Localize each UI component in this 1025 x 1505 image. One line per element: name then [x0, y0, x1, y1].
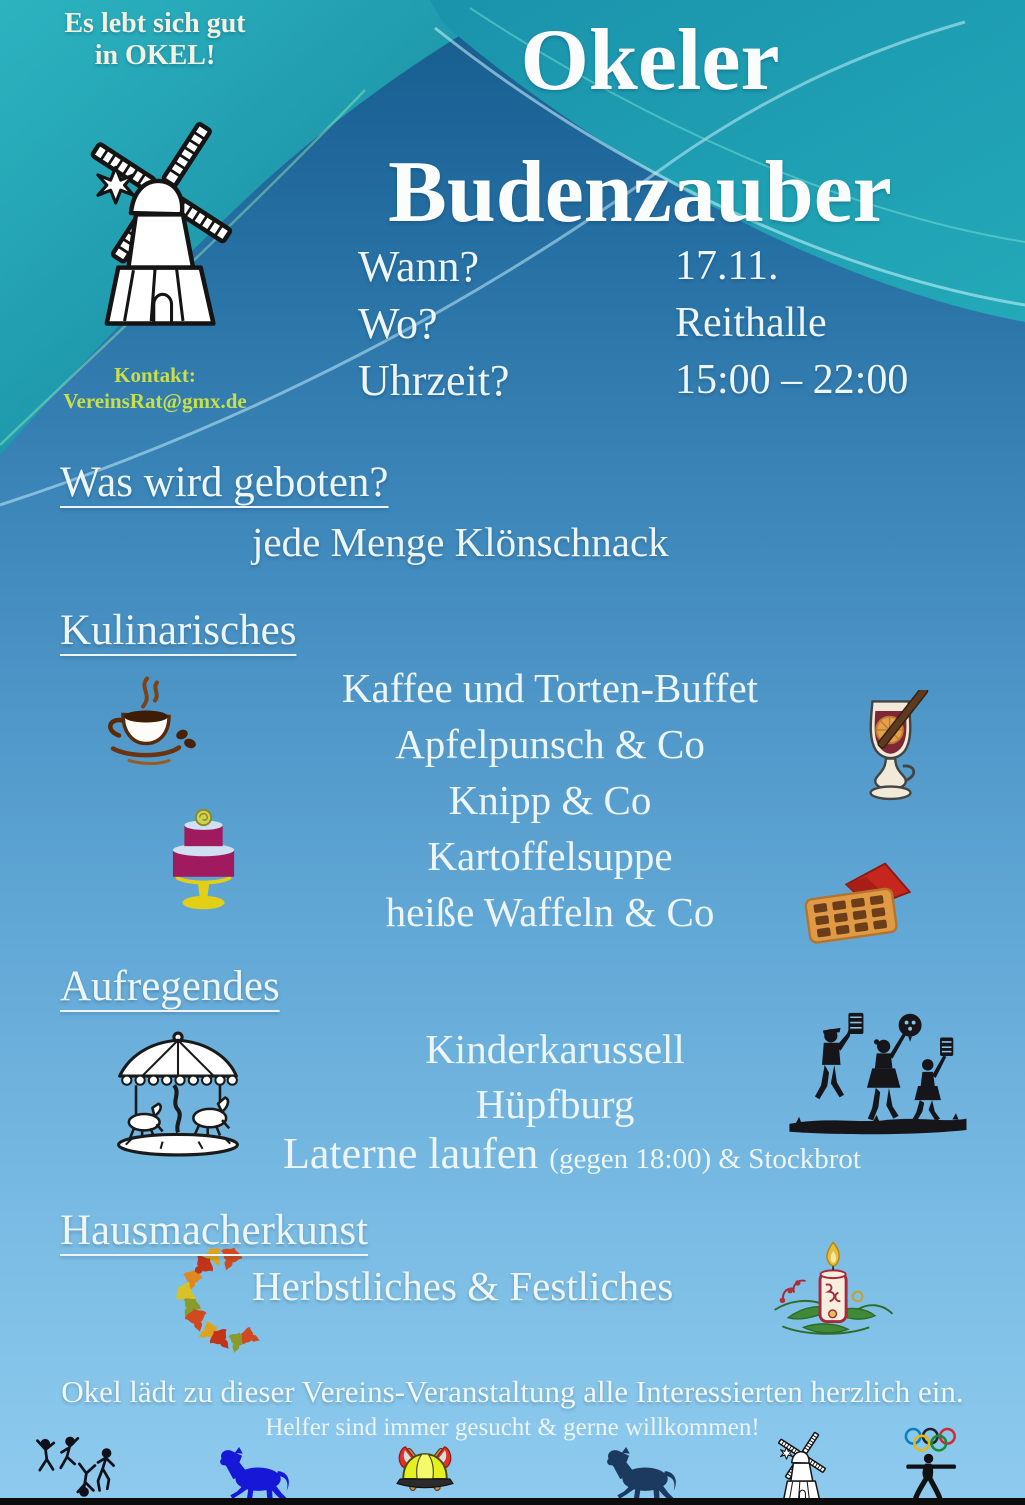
- horse-navy-icon: [590, 1447, 690, 1504]
- footer-helpers: Helfer sind immer gesucht & gerne willkommen!: [265, 1414, 760, 1441]
- carousel-icon: [98, 1030, 258, 1158]
- candle-icon: [765, 1230, 905, 1360]
- horse-blue-icon: [203, 1447, 303, 1504]
- culinary-item: Apfelpunsch & Co: [395, 721, 705, 767]
- heading-homemade: Hausmacherkunst: [60, 1207, 369, 1254]
- footer-invite: Okel lädt zu dieser Vereins-Veranstaltung alle Interessierten herzlich ein.: [61, 1374, 964, 1409]
- coffee-icon: [85, 670, 205, 780]
- detail-label: Wo?: [358, 299, 438, 348]
- homemade-item: Herbstliches & Festliches: [252, 1263, 674, 1309]
- culinary-list: [230, 660, 870, 940]
- detail-value: 17.11.: [675, 243, 779, 289]
- detail-row-time: [358, 352, 978, 409]
- culinary-item: Knipp & Co: [448, 777, 652, 823]
- exciting-item: Hüpfburg: [475, 1081, 635, 1127]
- poster-title-line1: Okeler: [520, 12, 780, 109]
- contact-email[interactable]: VereinsRat@gmx.de: [63, 389, 247, 414]
- event-details: [358, 238, 978, 409]
- bottom-edge-bar: [0, 1498, 1025, 1505]
- detail-row-where: [358, 295, 978, 352]
- sports-figures-icon: [28, 1436, 123, 1502]
- lantern-children-icon: [785, 995, 970, 1147]
- lantern-main: Laterne laufen: [283, 1129, 539, 1178]
- poster-title-line2: Budenzauber: [388, 144, 892, 241]
- lantern-line: [283, 1128, 861, 1179]
- detail-row-when: [358, 238, 978, 295]
- heading-culinary: Kulinarisches: [60, 607, 297, 654]
- detail-label: Wann?: [358, 242, 480, 291]
- culinary-item: Kaffee und Torten-Buffet: [341, 665, 759, 711]
- offer-subline: jede Menge Klönschnack: [252, 519, 669, 565]
- tagline: [35, 8, 275, 72]
- contact-label: Kontakt:: [114, 363, 196, 387]
- exciting-list: [330, 1022, 780, 1132]
- detail-label: Uhrzeit?: [358, 356, 510, 405]
- contact-block: [25, 362, 285, 415]
- fire-helmet-icon: [375, 1437, 475, 1503]
- culinary-item: heiße Waffeln & Co: [385, 889, 715, 935]
- tagline-line1: Es lebt sich gut: [64, 8, 246, 39]
- heading-offer: Was wird geboten?: [60, 459, 389, 506]
- lantern-detail: (gegen 18:00) & Stockbrot: [549, 1143, 861, 1175]
- windmill-icon: [70, 82, 235, 367]
- tagline-line2: in OKEL!: [94, 40, 216, 72]
- detail-value: Reithalle: [675, 300, 827, 346]
- culinary-item: Kartoffelsuppe: [427, 833, 673, 879]
- exciting-item: Kinderkarussell: [425, 1026, 685, 1072]
- detail-value: 15:00 – 22:00: [675, 357, 909, 403]
- heading-exciting: Aufregendes: [60, 963, 280, 1010]
